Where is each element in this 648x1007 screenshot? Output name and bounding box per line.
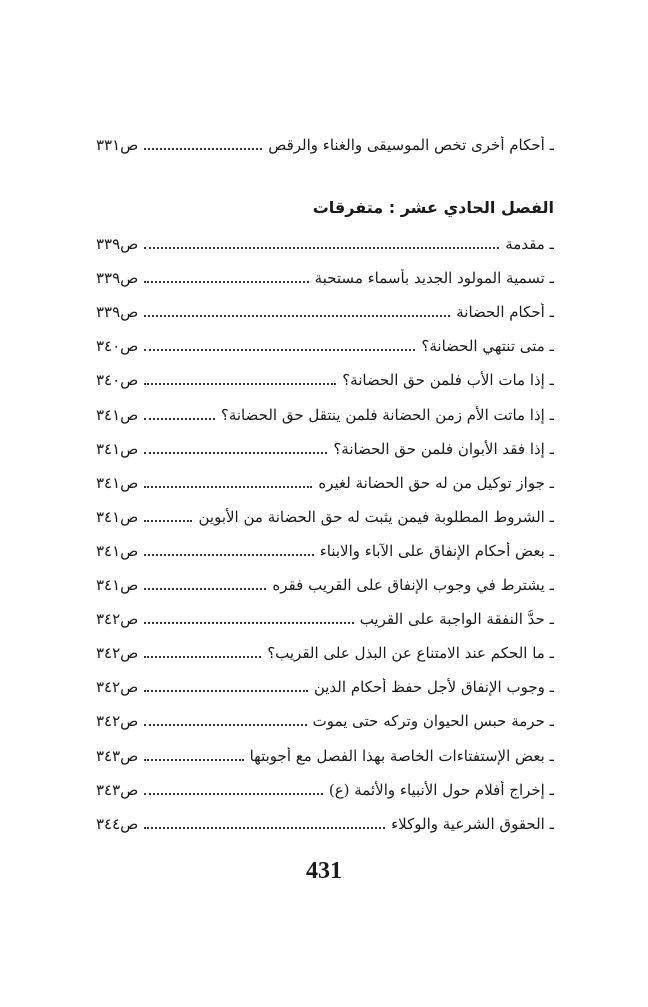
leader-dots [144,506,192,522]
toc-entry [96,605,554,633]
toc-entry-text: ـ ما الحكم عند الامتناع عن البذل على القريب؟ [267,644,554,663]
toc-entry-text: ـ إذا ماتت الأم زمن الحضانة فلمن ينتقل حق الحضانة؟ [220,405,554,424]
toc-entry-text: ـ إخراج أفلام حول الأنبياء والأئمة (ع) [328,780,554,799]
toc-entry [96,776,554,804]
toc-entry-text: ـ تسمية المولود الجديد بأسماء مستحبة [314,269,554,288]
toc-entry-page-ref: ص٣٤٢ [96,712,139,731]
page-number: 431 [306,858,342,884]
toc-entry-page-ref: ص٣٣١ [96,136,139,154]
toc-entry-text: ـ إذا مات الأب فلمن حق الحضانة؟ [342,371,554,390]
leader-dots [144,472,312,488]
toc-entry-page-ref: ص٣٤٢ [96,678,139,697]
toc-entry [96,742,554,770]
leader-dots [144,710,306,726]
leader-dots [144,134,262,150]
toc-entry [96,366,554,394]
toc-entry-text: ـ أحكام أخرى تخص الموسيقى والغناء والرقص [268,136,554,154]
toc-entry [96,503,554,531]
toc-entry [96,810,554,838]
leader-dots [144,233,499,249]
toc-entry-page-ref: ص٣٤٠ [96,337,139,356]
leader-dots [144,404,215,420]
toc-entry-text: ـ متى تنتهي الحضانة؟ [421,337,554,356]
toc-entry-page-ref: ص٣٤٣ [96,746,139,765]
section-heading: الفصل الحادي عشر : متفرقات [312,198,554,217]
toc-entry-page-ref: ص٣٤١ [96,541,139,560]
toc-entry-text: ـ حدُّ النفقة الواجبة على القريب [359,610,554,629]
toc-entry-text: ـ بعض الإستفتاءات الخاصة بهذا الفصل مع أجوبتها [249,746,554,765]
toc-entry-page-ref: ص٣٤١ [96,576,139,594]
toc-entry [96,639,554,667]
toc-entry-page-ref: ص٣٣٩ [96,269,139,288]
leader-dots [144,676,308,692]
leader-dots [144,608,353,624]
leader-dots [144,540,313,556]
toc-entry-page-ref: ص٣٤١ [96,507,139,526]
toc-entry [96,469,554,497]
leader-dots [144,369,336,385]
toc-entry-text: ـ بعض أحكام الإنفاق على الآباء والابناء [319,541,554,560]
toc-entry-page-ref: ص٣٤١ [96,439,139,458]
toc-entry-text: ـ أحكام الحضانة [456,303,554,322]
toc-entry [96,298,554,326]
toc-entry-top [96,131,554,159]
toc-entry [96,332,554,360]
toc-entry [96,537,554,565]
leader-dots [144,438,327,454]
toc-entry [96,264,554,292]
toc-entry-page-ref: ص٣٤٢ [96,610,139,629]
toc-entry-page-ref: ص٣٤١ [96,473,139,492]
toc-entry-page-ref: ص٣٣٩ [96,303,139,322]
toc-entry [96,707,554,735]
leader-dots [144,267,308,283]
toc-entry-text: ـ يشترط في وجوب الإنفاق على القريب فقره [272,576,554,594]
toc-entry-text: ـ حرمة حبس الحيوان وتركه حتى يموت [312,712,554,731]
toc-entry-page-ref: ص٣٤١ [96,405,139,424]
toc-entry [96,435,554,463]
leader-dots [144,779,323,795]
toc-entry-page-ref: ص٣٤٣ [96,780,139,799]
toc-entry [96,401,554,429]
toc-entry [96,571,554,599]
leader-dots [144,301,450,317]
toc-entry-text: ـ جواز توكيل من له حق الحضانة لغيره [318,473,554,492]
toc-entry-text: ـ مقدمة [505,235,554,253]
toc-entry-text: ـ وجوب الإنفاق لأجل حفظ أحكام الدين [313,678,554,697]
leader-dots [144,574,266,590]
toc-entry-text: ـ الحقوق الشرعية والوكلاء [391,814,554,833]
toc-entry-text: ـ إذا فقد الأبوان فلمن حق الحضانة؟ [333,439,554,458]
toc-entry-page-ref: ص٣٣٩ [96,235,139,253]
leader-dots [144,335,415,351]
leader-dots [144,813,385,829]
toc-entry-page-ref: ص٣٤٠ [96,371,139,390]
leader-dots [144,642,261,658]
toc-entry [96,230,554,258]
toc-entry-text: ـ الشروط المطلوبة فيمن يثبت له حق الحضانة من الأبوين [198,507,554,526]
toc-entry-page-ref: ص٣٤٤ [96,814,139,833]
leader-dots [144,745,243,761]
toc-entry [96,673,554,701]
toc-entry-page-ref: ص٣٤٢ [96,644,139,663]
